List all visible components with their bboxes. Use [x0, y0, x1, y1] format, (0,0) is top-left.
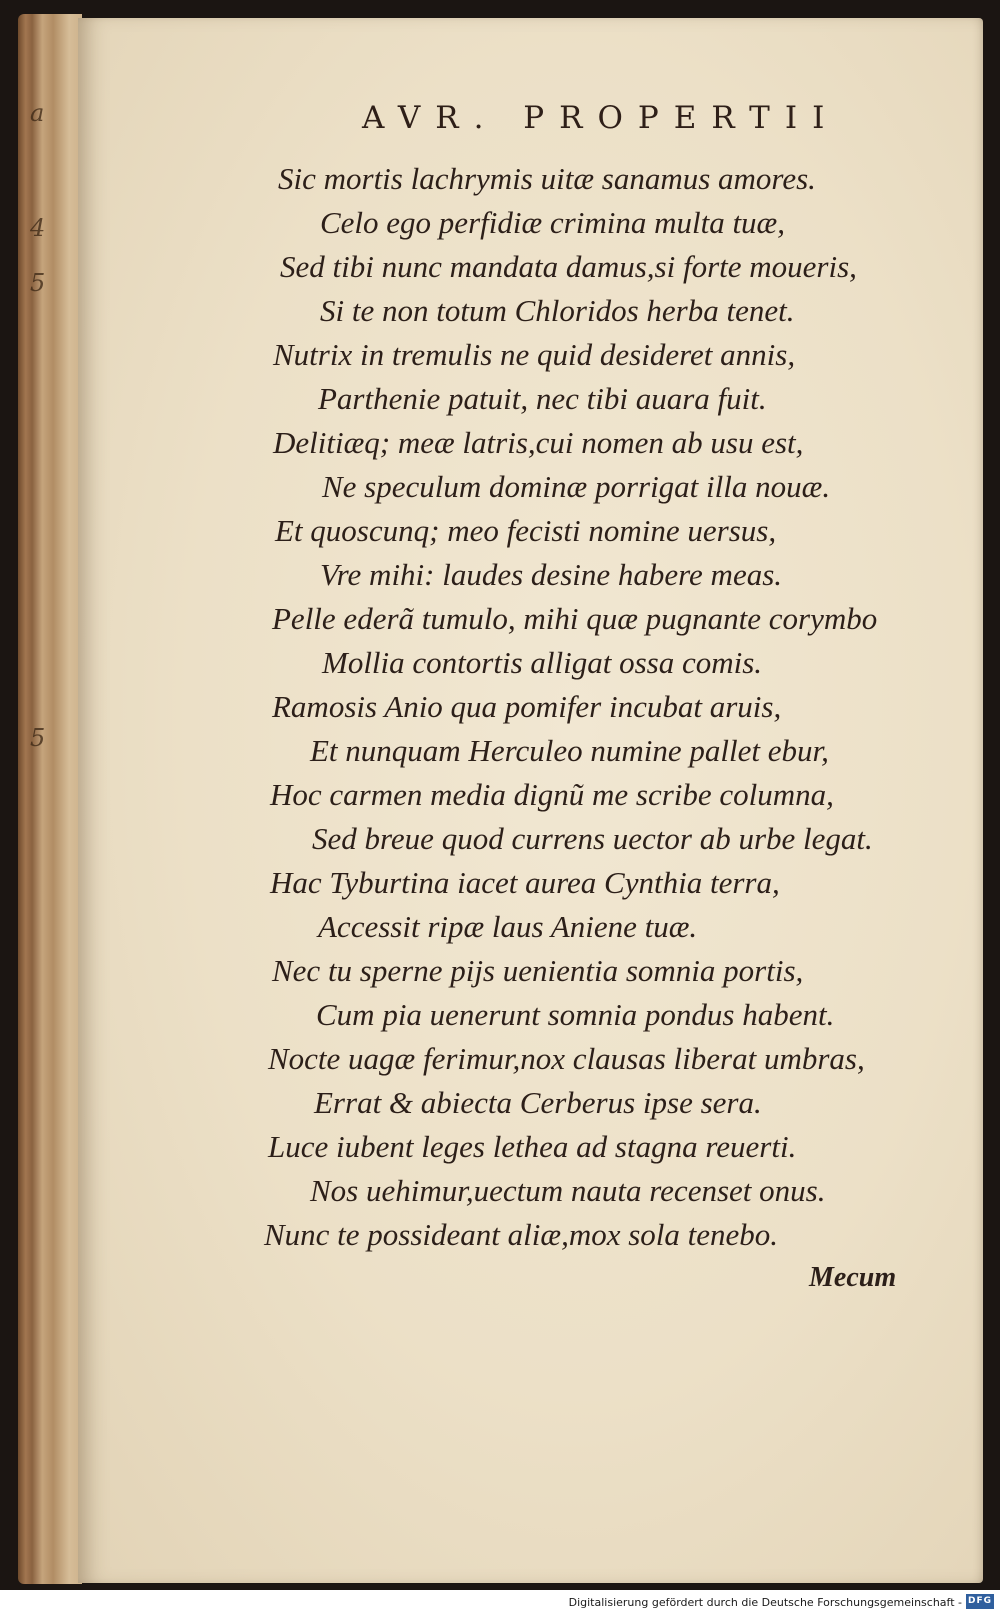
verse-line: Luce iubent leges lethea ad stagna reuerti.	[268, 1129, 797, 1164]
verse-line: Hac Tyburtina iacet aurea Cynthia terra,	[270, 865, 780, 900]
dfg-logo-icon: DFG	[966, 1594, 994, 1609]
verse-line: Accessit ripæ laus Aniene tuæ.	[318, 909, 698, 944]
verse-line: Hoc carmen media dignũ me scribe columna,	[270, 777, 834, 812]
verse-line: Parthenie patuit, nec tibi auara fuit.	[318, 381, 767, 416]
verse-line: Nos uehimur,uectum nauta recenset onus.	[310, 1173, 826, 1208]
verse-line: Ne speculum dominæ porrigat illa nouæ.	[322, 469, 831, 504]
fore-edge-marks: a 4 5 5	[30, 99, 46, 752]
verse-line: Et nunquam Herculeo numine pallet ebur,	[310, 733, 829, 768]
verse-line: Pelle ederã tumulo, mihi quæ pugnante corymbo	[272, 601, 878, 636]
running-head: AVR. PROPERTII	[362, 100, 840, 136]
verse-line: Nunc te possideant aliæ,mox sola tenebo.	[264, 1217, 779, 1252]
footer-bar	[0, 1590, 1000, 1615]
verse-line: Ramosis Anio qua pomifer incubat aruis,	[272, 689, 782, 724]
verse-line: Nutrix in tremulis ne quid desideret annis,	[273, 337, 796, 372]
catchword: Mecum	[809, 1262, 897, 1293]
verse-line: Cum pia uenerunt somnia pondus habent.	[316, 997, 835, 1032]
verse-line: Nec tu sperne pijs uenientia somnia portis,	[272, 953, 804, 988]
verse-line: Et quoscunq; meo fecisti nomine uersus,	[275, 513, 777, 548]
verse-line: Vre mihi: laudes desine habere meas.	[320, 557, 783, 592]
verse-line: Sed breue quod currens uector ab urbe legat.	[312, 821, 873, 856]
verse-line: Mollia contortis alligat ossa comis.	[322, 645, 763, 680]
verse-line: Nocte uagæ ferimur,nox clausas liberat umbras,	[268, 1041, 865, 1076]
verse-line: Sic mortis lachrymis uitæ sanamus amores.	[278, 161, 816, 196]
verse-line: Delitiæq; meæ latris,cui nomen ab usu est,	[273, 425, 804, 460]
verse-line: Sed tibi nunc mandata damus,si forte moueris,	[280, 249, 857, 284]
verse-line: Errat & abiecta Cerberus ipse sera.	[314, 1085, 762, 1120]
verse-line: Si te non totum Chloridos herba tenet.	[320, 293, 795, 328]
footer-credit: Digitalisierung gefördert durch die Deutsche Forschungsgemeinschaft -	[568, 1596, 962, 1609]
verse-line: Celo ego perfidiæ crimina multa tuæ,	[320, 205, 785, 240]
